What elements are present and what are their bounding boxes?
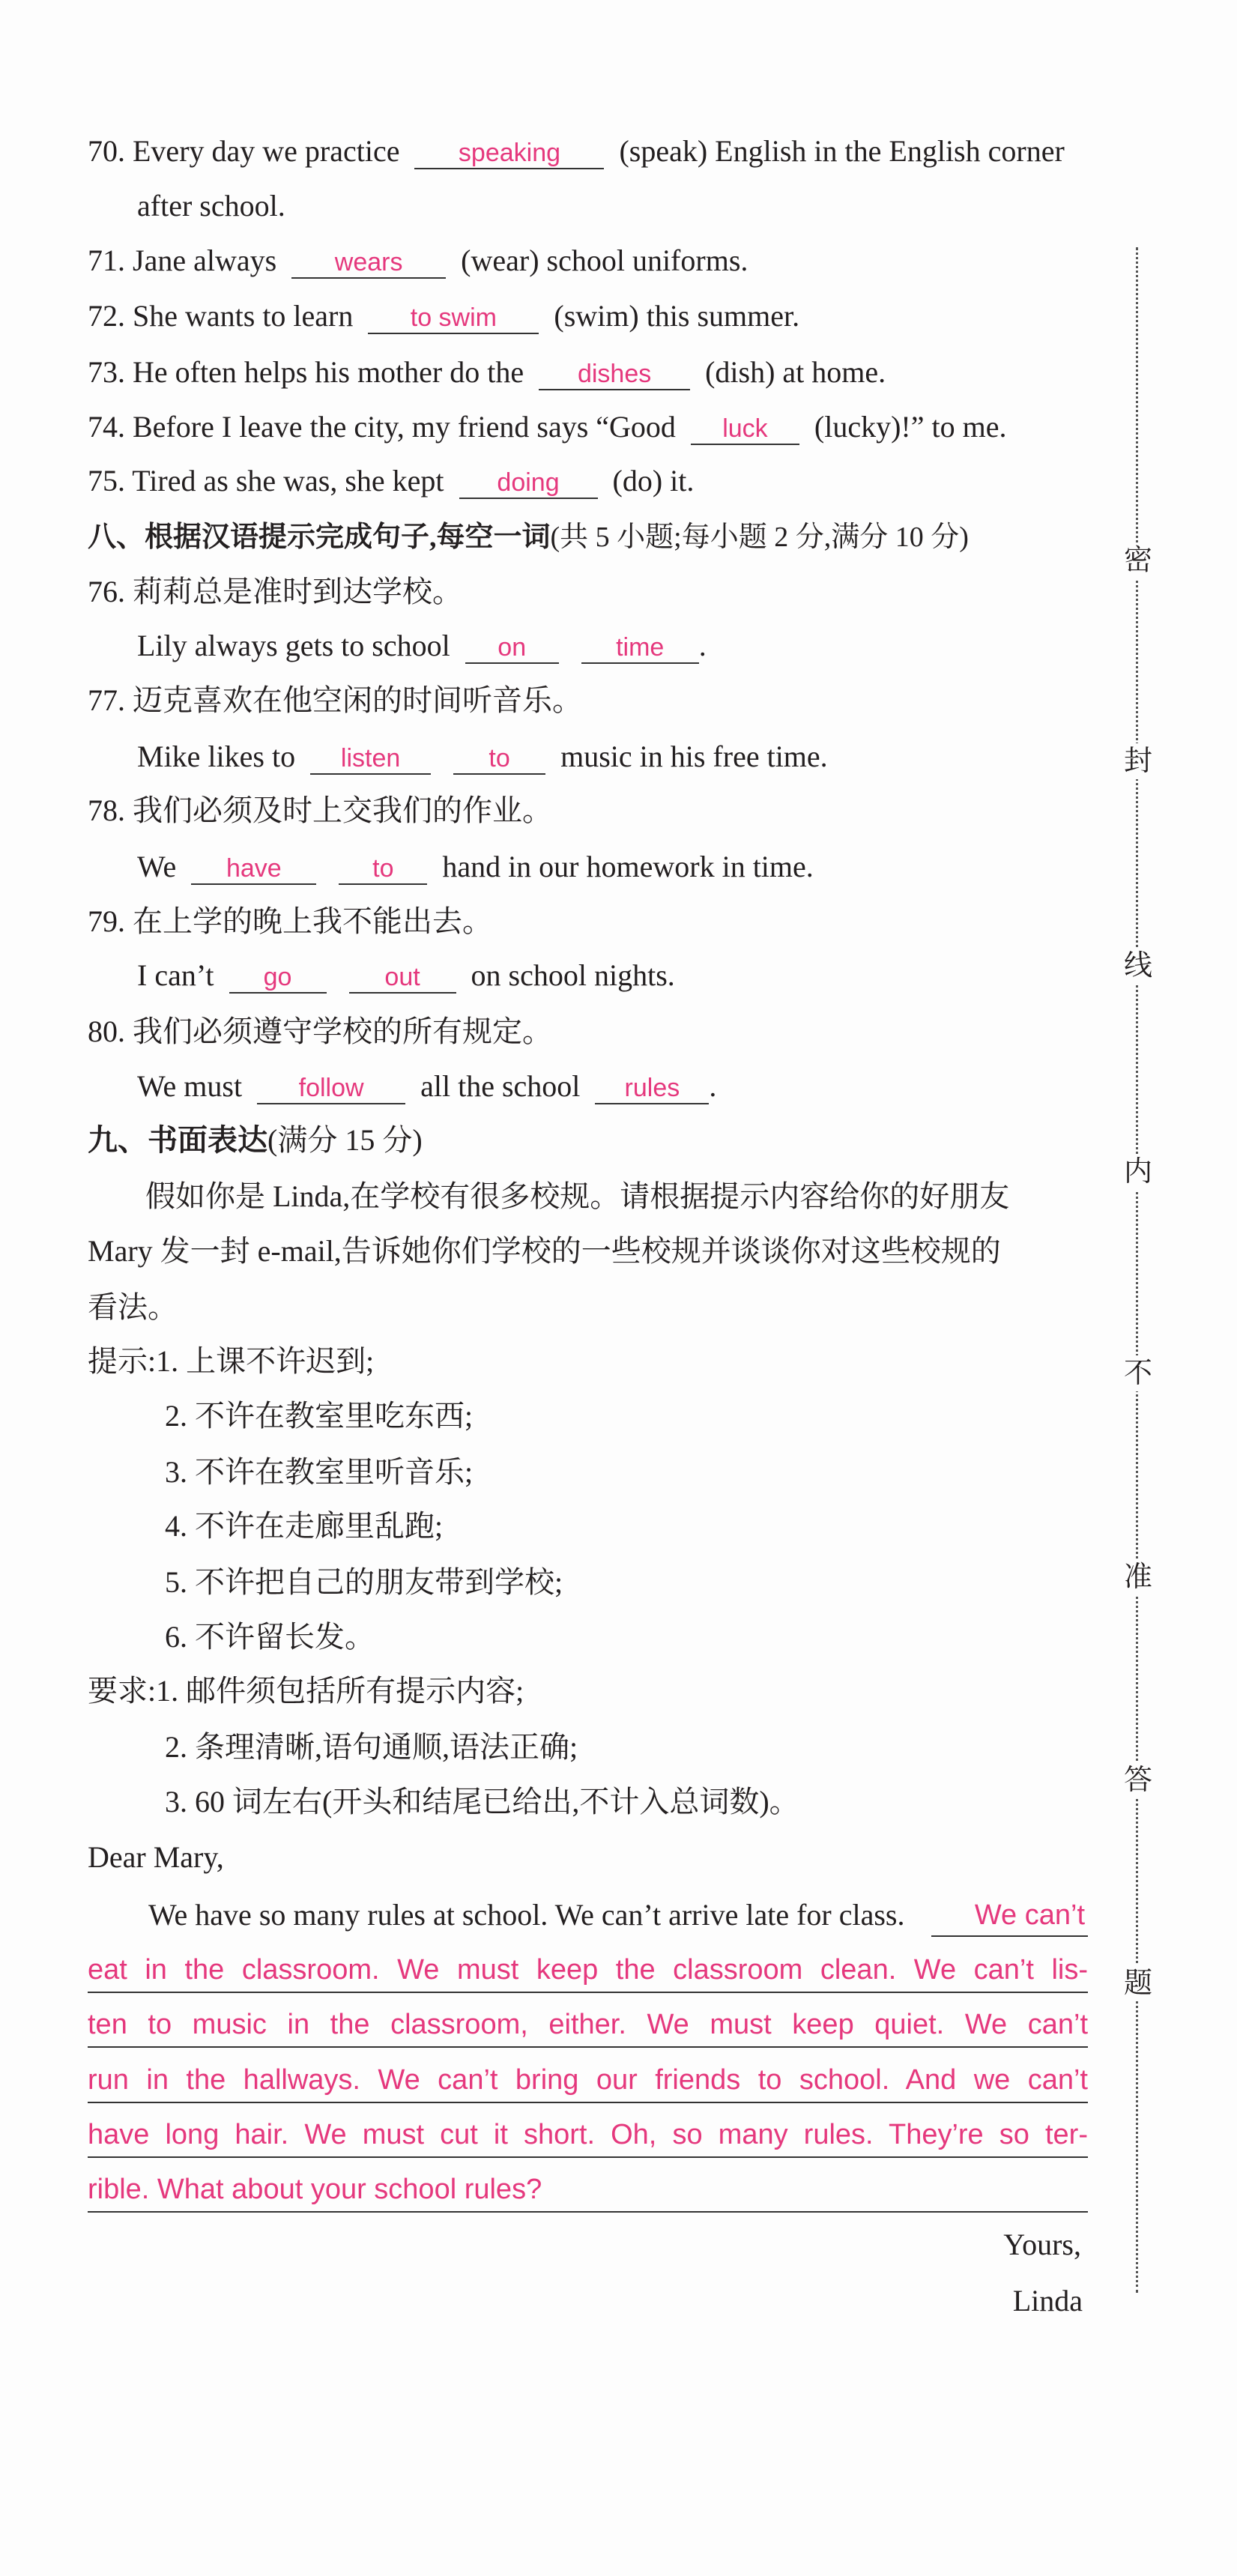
sentence-text: Lily always gets to school xyxy=(137,629,450,662)
sentence-text: . xyxy=(709,1069,717,1103)
sentence-text: hand in our homework in time. xyxy=(442,850,814,883)
answer-blank xyxy=(581,629,699,664)
seal-char: 密 xyxy=(1121,542,1155,578)
handwritten-answer: listen xyxy=(340,744,401,773)
answer-blank xyxy=(339,850,427,885)
answer-blank xyxy=(414,135,604,169)
question-text: He often helps his mother do the xyxy=(133,355,524,389)
answer-blank xyxy=(453,740,545,775)
hint-item: 3. 不许在教室里听音乐; xyxy=(165,1455,474,1489)
question-70 xyxy=(88,129,1065,174)
answer-blank xyxy=(691,411,799,445)
handwritten-answer: doing xyxy=(497,468,560,497)
section-title: 九、书面表达 xyxy=(88,1123,267,1157)
letter-closing: Yours, xyxy=(1003,2228,1081,2261)
answer-blank xyxy=(291,244,446,279)
answer-blank xyxy=(465,629,559,664)
handwritten-answer: on xyxy=(497,633,527,662)
question-72 xyxy=(88,294,799,339)
question-79-chinese xyxy=(88,899,492,944)
seal-char: 线 xyxy=(1121,948,1155,984)
sentence-text: all the school xyxy=(420,1069,581,1103)
section-heading xyxy=(88,515,969,560)
section-heading xyxy=(88,1118,423,1163)
question-76-english xyxy=(137,623,707,668)
handwritten-answer: time xyxy=(616,633,665,662)
requirement-text: 1. 邮件须包括所有提示内容; xyxy=(156,1674,524,1708)
requirement-item: 3. 60 词左右(开头和结尾已给出,不计入总词数)。 xyxy=(165,1785,799,1818)
question-number: 76. xyxy=(88,575,125,608)
sentence-text: . xyxy=(698,629,707,662)
answer-blank xyxy=(229,959,327,994)
chinese-prompt: 迈克喜欢在他空闲的时间听音乐。 xyxy=(133,683,582,717)
handwritten-answer: dishes xyxy=(577,360,652,388)
question-text: (do) it. xyxy=(612,464,695,498)
answer-blank xyxy=(310,740,431,775)
writing-prompt-line: 看法。 xyxy=(88,1290,178,1324)
answer-blank xyxy=(191,850,316,885)
handwritten-answer: to xyxy=(489,744,510,773)
section-score-note: (满分 15 分) xyxy=(267,1123,423,1157)
seal-char: 题 xyxy=(1121,1965,1155,2001)
question-text: (wear) school uniforms. xyxy=(461,244,748,277)
question-80-english xyxy=(137,1064,716,1109)
handwritten-answer-line: ten to music in the classroom, either. We must keep quiet. We can’t xyxy=(88,2003,1088,2048)
handwritten-answer: speaking xyxy=(458,139,561,167)
handwritten-answer-line: have long hair. We must cut it short. Oh, so many rules. They’re so ter- xyxy=(88,2113,1088,2158)
chinese-prompt: 莉莉总是准时到达学校。 xyxy=(133,575,462,608)
handwritten-answer-line: run in the hallways. We can’t bring our friends to school. And we can’t xyxy=(88,2058,1088,2103)
question-text: She wants to learn xyxy=(133,299,354,333)
seal-char: 准 xyxy=(1121,1559,1155,1595)
answer-blank xyxy=(595,1070,709,1104)
hint-item: 2. 不许在教室里吃东西; xyxy=(165,1399,474,1433)
question-71 xyxy=(88,238,748,283)
question-78-english xyxy=(137,844,814,889)
seal-char: 答 xyxy=(1121,1762,1155,1798)
seal-char: 封 xyxy=(1121,743,1155,779)
question-number: 75. xyxy=(88,464,125,498)
sentence-text: We xyxy=(137,850,177,883)
writing-prompt-line: Mary 发一封 e-mail,告诉她你们学校的一些校规并谈谈你对这些校规的 xyxy=(88,1234,1001,1268)
question-text: (speak) English in the English corner xyxy=(619,134,1065,168)
question-number: 79. xyxy=(88,904,125,938)
hint-text: 1. 上课不许迟到; xyxy=(156,1344,375,1378)
question-74 xyxy=(88,405,1006,450)
question-number: 72. xyxy=(88,299,125,333)
question-number: 70. xyxy=(88,134,125,168)
question-77-chinese xyxy=(88,678,582,723)
question-number: 77. xyxy=(88,683,125,717)
question-76-chinese xyxy=(88,569,462,614)
seal-char: 内 xyxy=(1121,1154,1155,1190)
handwritten-answer: wears xyxy=(334,248,403,276)
question-70-continued: after school. xyxy=(137,189,285,223)
requirement-item: 2. 条理清晰,语句通顺,语法正确; xyxy=(165,1730,578,1764)
question-80-chinese xyxy=(88,1009,552,1054)
handwritten-answer: go xyxy=(263,963,292,991)
chinese-prompt: 我们必须遵守学校的所有规定。 xyxy=(133,1015,552,1048)
handwritten-answer: follow xyxy=(298,1074,364,1102)
hint-item xyxy=(88,1339,374,1384)
handwritten-answer: to swim xyxy=(410,303,497,332)
handwritten-answer: luck xyxy=(722,414,768,443)
letter-given-opening: We have so many rules at school. We can’t arrive late for class. xyxy=(148,1898,905,1932)
sentence-text: on school nights. xyxy=(471,958,675,992)
handwritten-answer-line: We can’t xyxy=(931,1893,1088,1937)
letter-greeting: Dear Mary, xyxy=(88,1840,224,1874)
chinese-prompt: 我们必须及时上交我们的作业。 xyxy=(133,793,552,827)
question-75 xyxy=(88,459,694,504)
requirements-label: 要求: xyxy=(88,1674,157,1708)
question-text: Tired as she was, she kept xyxy=(132,464,444,498)
question-73 xyxy=(88,350,886,395)
question-number: 71. xyxy=(88,244,125,277)
hints-label: 提示: xyxy=(88,1344,157,1378)
requirement-item xyxy=(88,1669,524,1714)
answer-blank xyxy=(368,300,539,334)
question-text: (swim) this summer. xyxy=(554,299,800,333)
question-text: Before I leave the city, my friend says “Good xyxy=(133,410,676,444)
sentence-text: I can’t xyxy=(137,958,214,992)
handwritten-answer: rules xyxy=(624,1074,680,1102)
answer-blank xyxy=(539,356,690,390)
handwritten-answer-line: eat in the classroom. We must keep the classroom clean. We can’t lis- xyxy=(88,1948,1088,1993)
question-text: Jane always xyxy=(133,244,277,277)
section-title: 八、根据汉语提示完成句子,每空一词 xyxy=(88,521,551,553)
handwritten-answer: have xyxy=(226,854,282,883)
writing-prompt-line: 假如你是 Linda,在学校有很多校规。请根据提示内容给你的好朋友 xyxy=(145,1179,1010,1213)
question-number: 74. xyxy=(88,410,125,444)
sentence-text: Mike likes to xyxy=(137,740,296,773)
question-text: (lucky)!” to me. xyxy=(814,410,1007,444)
handwritten-answer: to xyxy=(372,854,394,883)
handwritten-answer: out xyxy=(384,963,420,991)
question-number: 80. xyxy=(88,1015,125,1048)
question-78-chinese xyxy=(88,788,552,833)
hint-item: 6. 不许留长发。 xyxy=(165,1620,375,1654)
section-score-note: (共 5 小题;每小题 2 分,满分 10 分) xyxy=(550,521,969,553)
sentence-text: music in his free time. xyxy=(560,740,828,773)
question-number: 73. xyxy=(88,355,125,389)
question-text: (dish) at home. xyxy=(705,355,886,389)
answer-blank xyxy=(257,1070,405,1104)
seal-char: 不 xyxy=(1121,1355,1155,1391)
answer-blank xyxy=(349,959,456,994)
question-77-english xyxy=(137,734,828,779)
handwritten-answer-line: rible. What about your school rules? xyxy=(88,2168,1088,2213)
answer-blank xyxy=(459,465,598,499)
question-text: Every day we practice xyxy=(133,134,400,168)
question-number: 78. xyxy=(88,793,125,827)
chinese-prompt: 在上学的晚上我不能出去。 xyxy=(133,904,492,938)
hint-item: 4. 不许在走廊里乱跑; xyxy=(165,1509,444,1543)
letter-signature: Linda xyxy=(1012,2284,1083,2318)
hint-item: 5. 不许把自己的朋友带到学校; xyxy=(165,1565,563,1599)
sentence-text: We must xyxy=(137,1069,243,1103)
question-79-english xyxy=(137,953,675,998)
